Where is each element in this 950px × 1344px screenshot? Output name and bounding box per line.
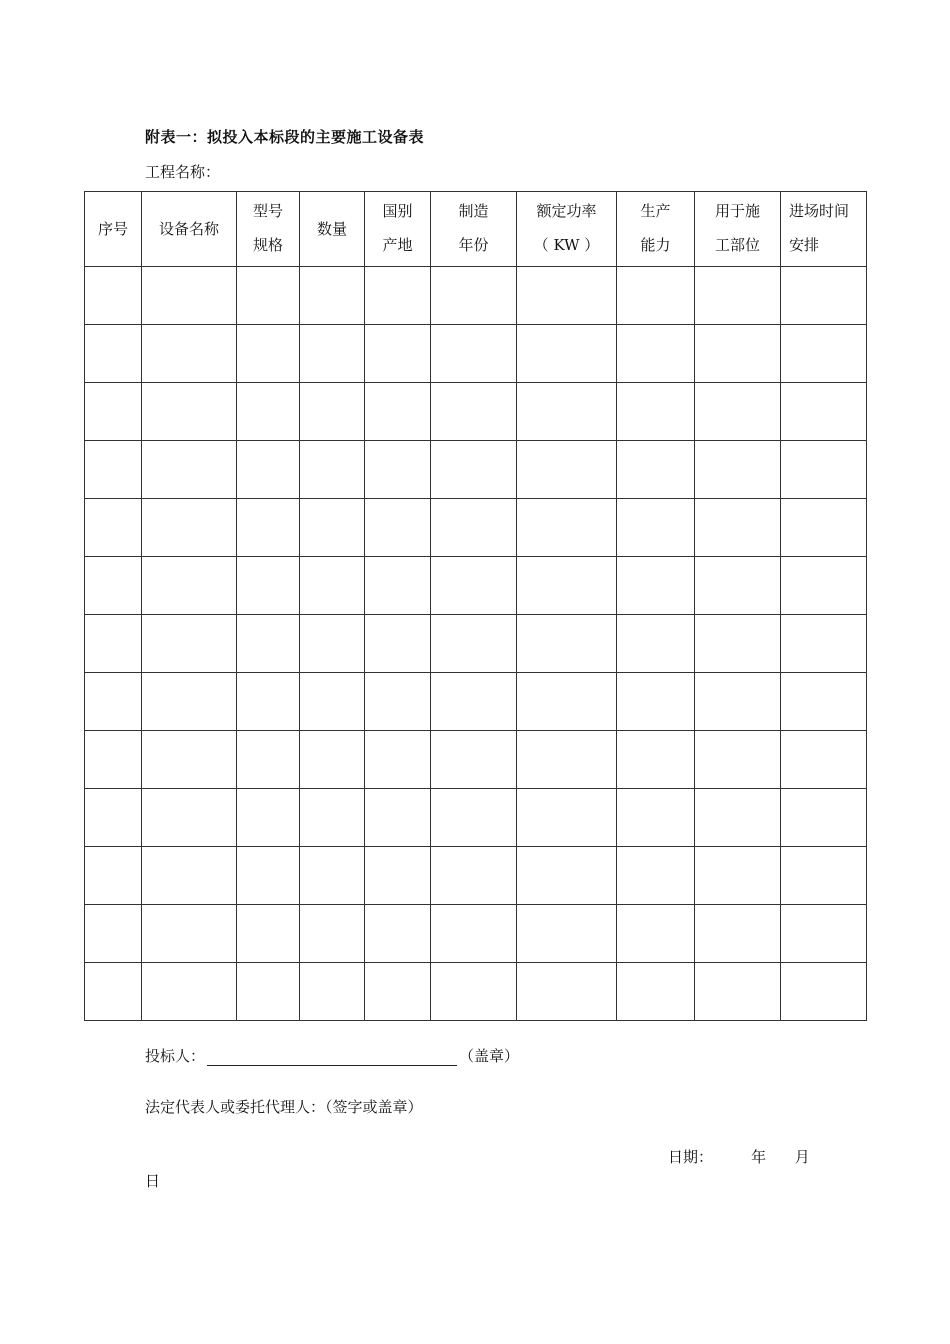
table-cell[interactable] <box>300 789 365 847</box>
table-cell[interactable] <box>517 905 617 963</box>
date-line <box>668 1146 810 1167</box>
table-cell[interactable] <box>431 673 517 731</box>
table-cell[interactable] <box>695 789 781 847</box>
project-name-label: 工程名称： <box>145 163 221 181</box>
table-row <box>85 847 867 905</box>
table-cell[interactable] <box>85 905 142 963</box>
table-cell[interactable] <box>142 557 237 615</box>
table-cell[interactable] <box>365 789 431 847</box>
table-cell[interactable] <box>517 963 617 1021</box>
table-cell[interactable] <box>365 615 431 673</box>
table-cell[interactable] <box>300 905 365 963</box>
table-cell[interactable] <box>517 615 617 673</box>
table-row <box>85 499 867 557</box>
table-cell[interactable] <box>85 441 142 499</box>
table-cell[interactable] <box>237 847 300 905</box>
table-cell[interactable] <box>695 673 781 731</box>
table-cell[interactable] <box>781 847 867 905</box>
table-cell[interactable] <box>517 499 617 557</box>
table-cell[interactable] <box>517 731 617 789</box>
table-row <box>85 905 867 963</box>
table-cell[interactable] <box>781 557 867 615</box>
table-cell[interactable] <box>781 615 867 673</box>
table-cell[interactable] <box>617 963 695 1021</box>
table-cell[interactable] <box>85 267 142 325</box>
table-cell[interactable] <box>142 499 237 557</box>
month-label: 月 <box>794 1148 810 1166</box>
table-cell[interactable] <box>142 789 237 847</box>
table-cell[interactable] <box>781 441 867 499</box>
table-cell[interactable] <box>85 499 142 557</box>
table-cell[interactable] <box>365 963 431 1021</box>
table-cell[interactable] <box>142 847 237 905</box>
table-cell[interactable] <box>431 499 517 557</box>
table-cell[interactable] <box>431 267 517 325</box>
table-cell[interactable] <box>617 267 695 325</box>
table-cell[interactable] <box>617 615 695 673</box>
table-cell[interactable] <box>517 847 617 905</box>
table-cell[interactable] <box>431 789 517 847</box>
table-cell[interactable] <box>142 441 237 499</box>
table-row <box>85 267 867 325</box>
table-cell[interactable] <box>617 789 695 847</box>
table-cell[interactable] <box>781 963 867 1021</box>
table-row <box>85 325 867 383</box>
table-cell[interactable] <box>365 383 431 441</box>
table-cell[interactable] <box>695 441 781 499</box>
table-cell[interactable] <box>85 847 142 905</box>
table-cell[interactable] <box>237 673 300 731</box>
table-cell[interactable] <box>85 383 142 441</box>
table-cell[interactable] <box>695 325 781 383</box>
table-cell[interactable] <box>142 731 237 789</box>
table-cell[interactable] <box>237 963 300 1021</box>
table-cell[interactable] <box>617 325 695 383</box>
table-cell[interactable] <box>781 383 867 441</box>
table-cell[interactable] <box>300 673 365 731</box>
table-cell[interactable] <box>695 847 781 905</box>
header-origin: 国别 产地 <box>365 192 431 267</box>
header-entry-schedule: 进场时间 安排 <box>781 192 867 267</box>
table-cell[interactable] <box>237 731 300 789</box>
table-cell[interactable] <box>781 325 867 383</box>
table-cell[interactable] <box>300 441 365 499</box>
table-cell[interactable] <box>695 731 781 789</box>
table-cell[interactable] <box>142 615 237 673</box>
table-cell[interactable] <box>237 441 300 499</box>
table-cell[interactable] <box>617 847 695 905</box>
table-cell[interactable] <box>142 383 237 441</box>
table-row <box>85 383 867 441</box>
table-cell[interactable] <box>85 673 142 731</box>
table-cell[interactable] <box>617 673 695 731</box>
table-row <box>85 557 867 615</box>
table-cell[interactable] <box>365 325 431 383</box>
table-cell[interactable] <box>617 499 695 557</box>
table-cell[interactable] <box>617 731 695 789</box>
table-header-row <box>85 192 867 267</box>
table-cell[interactable] <box>517 383 617 441</box>
table-cell[interactable] <box>85 963 142 1021</box>
table-cell[interactable] <box>142 963 237 1021</box>
bidder-signature-field[interactable] <box>207 1049 457 1066</box>
table-cell[interactable] <box>695 383 781 441</box>
table-cell[interactable] <box>142 673 237 731</box>
table-cell[interactable] <box>300 557 365 615</box>
header-manufacture-year: 制造 年份 <box>431 192 517 267</box>
document-title: 附表一：拟投入本标段的主要施工设备表 <box>145 128 425 146</box>
header-capacity: 生产 能力 <box>617 192 695 267</box>
table-cell[interactable] <box>517 673 617 731</box>
header-quantity: 数量 <box>300 192 365 267</box>
header-equipment-name: 设备名称 <box>142 192 237 267</box>
table-cell[interactable] <box>431 847 517 905</box>
table-cell[interactable] <box>237 905 300 963</box>
table-cell[interactable] <box>142 325 237 383</box>
table-cell[interactable] <box>300 731 365 789</box>
header-model-spec: 型号 规格 <box>237 192 300 267</box>
table-cell[interactable] <box>300 963 365 1021</box>
table-cell[interactable] <box>517 325 617 383</box>
table-cell[interactable] <box>300 325 365 383</box>
table-cell[interactable] <box>431 557 517 615</box>
table-cell[interactable] <box>517 267 617 325</box>
table-cell[interactable] <box>300 847 365 905</box>
table-cell[interactable] <box>695 963 781 1021</box>
table-cell[interactable] <box>695 615 781 673</box>
table-cell[interactable] <box>431 731 517 789</box>
table-cell[interactable] <box>617 441 695 499</box>
table-cell[interactable] <box>365 847 431 905</box>
table-row <box>85 441 867 499</box>
table-cell[interactable] <box>85 731 142 789</box>
table-cell[interactable] <box>365 673 431 731</box>
table-cell[interactable] <box>237 789 300 847</box>
table-cell[interactable] <box>517 441 617 499</box>
table-cell[interactable] <box>365 731 431 789</box>
table-cell[interactable] <box>300 615 365 673</box>
bidder-line <box>145 1045 519 1066</box>
table-row <box>85 615 867 673</box>
header-construction-part: 用于施 工部位 <box>695 192 781 267</box>
table-cell[interactable] <box>517 789 617 847</box>
table-cell[interactable] <box>617 557 695 615</box>
table-cell[interactable] <box>365 267 431 325</box>
representative-line: 法定代表人或委托代理人：（签字或盖章） <box>145 1098 423 1116</box>
table-cell[interactable] <box>85 615 142 673</box>
table-cell[interactable] <box>517 557 617 615</box>
table-cell[interactable] <box>237 499 300 557</box>
table-cell[interactable] <box>431 963 517 1021</box>
table-cell[interactable] <box>85 325 142 383</box>
table-cell[interactable] <box>781 267 867 325</box>
table-row <box>85 963 867 1021</box>
table-cell[interactable] <box>781 499 867 557</box>
table-cell[interactable] <box>237 557 300 615</box>
table-cell[interactable] <box>617 383 695 441</box>
table-cell[interactable] <box>431 615 517 673</box>
table-row <box>85 789 867 847</box>
table-row <box>85 673 867 731</box>
table-cell[interactable] <box>695 905 781 963</box>
table-cell[interactable] <box>431 441 517 499</box>
table-cell[interactable] <box>431 905 517 963</box>
date-label: 日期： <box>668 1148 714 1166</box>
table-cell[interactable] <box>300 267 365 325</box>
table-cell[interactable] <box>85 789 142 847</box>
table-cell[interactable] <box>431 325 517 383</box>
table-cell[interactable] <box>300 383 365 441</box>
bidder-seal-note: （盖章） <box>459 1047 520 1065</box>
year-label: 年 <box>751 1148 767 1166</box>
table-cell[interactable] <box>365 905 431 963</box>
table-cell[interactable] <box>781 905 867 963</box>
table-cell[interactable] <box>431 383 517 441</box>
day-label: 日 <box>145 1172 161 1190</box>
header-serial: 序号 <box>85 192 142 267</box>
table-cell[interactable] <box>365 557 431 615</box>
table-cell[interactable] <box>617 905 695 963</box>
table-cell[interactable] <box>237 615 300 673</box>
header-rated-power: 额定功率 （ KW ） <box>517 192 617 267</box>
table-cell[interactable] <box>237 267 300 325</box>
equipment-table <box>84 191 867 1021</box>
bidder-label: 投标人： <box>145 1047 206 1065</box>
table-cell[interactable] <box>695 557 781 615</box>
table-cell[interactable] <box>142 905 237 963</box>
table-cell[interactable] <box>237 325 300 383</box>
table-cell[interactable] <box>85 557 142 615</box>
table-cell[interactable] <box>365 441 431 499</box>
table-cell[interactable] <box>300 499 365 557</box>
table-cell[interactable] <box>237 383 300 441</box>
table-cell[interactable] <box>781 731 867 789</box>
table-cell[interactable] <box>365 499 431 557</box>
table-cell[interactable] <box>695 267 781 325</box>
table-cell[interactable] <box>781 789 867 847</box>
table-row <box>85 731 867 789</box>
table-cell[interactable] <box>781 673 867 731</box>
table-cell[interactable] <box>142 267 237 325</box>
table-cell[interactable] <box>695 499 781 557</box>
